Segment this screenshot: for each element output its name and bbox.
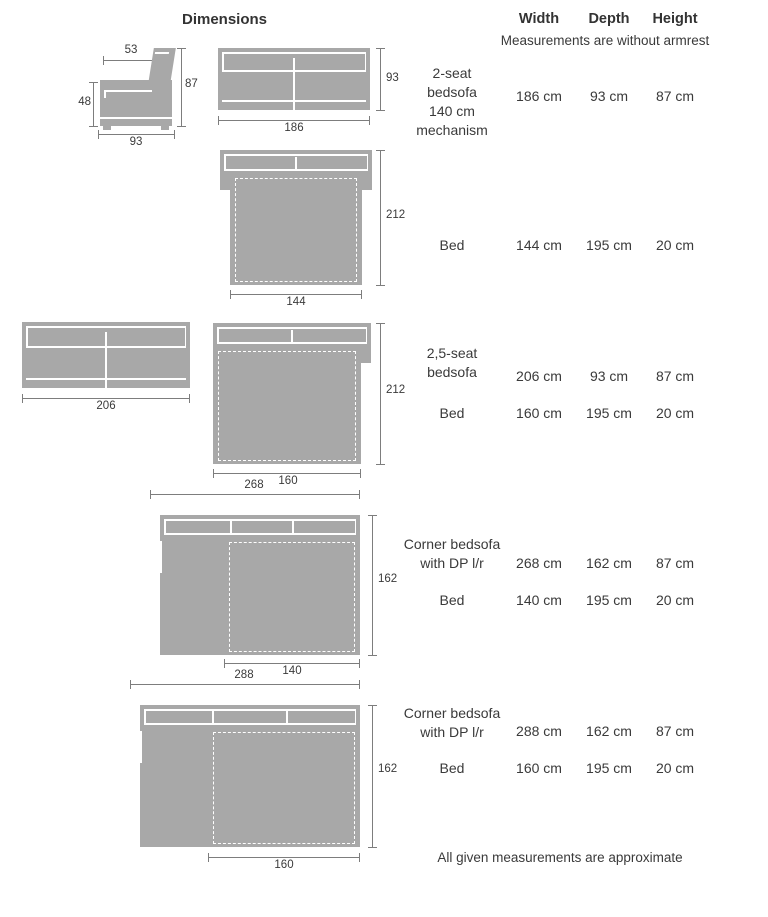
row-label-4	[396, 535, 508, 573]
row-1-depth: 195 cm	[586, 237, 632, 253]
row-2-height: 87 cm	[655, 368, 695, 384]
column-header-width: Width	[518, 11, 560, 27]
row-3-label: Bed	[439, 405, 465, 421]
dim-corner1-depth: 162	[378, 573, 398, 585]
row-3-depth: 195 cm	[586, 405, 632, 421]
row-label-4-line1: Corner bedsofa	[403, 536, 501, 552]
row-label-0	[402, 64, 502, 140]
row-5-width: 140 cm	[516, 592, 562, 608]
row-0-depth: 93 cm	[589, 88, 629, 104]
row-label-6-line2: with DP l/r	[420, 724, 484, 740]
dim-side-top: 53	[124, 44, 138, 56]
dim-corner1-total-width: 268	[244, 479, 264, 491]
dim-sofa2-width: 186	[284, 122, 304, 134]
row-label-6-line1: Corner bedsofa	[403, 705, 501, 721]
row-6-height: 87 cm	[655, 723, 695, 739]
row-label-2	[402, 344, 502, 382]
drawing-25seat-sofa	[22, 318, 212, 418]
dim-corner1-bed-width: 140	[282, 665, 302, 677]
row-label-4-line2: with DP l/r	[420, 555, 484, 571]
dim-corner2-bed-width: 160	[274, 859, 294, 871]
row-4-depth: 162 cm	[586, 555, 632, 571]
row-label-2-line2: bedsofa	[427, 364, 477, 380]
row-7-height: 20 cm	[655, 760, 695, 776]
dim-side-left: 48	[78, 96, 91, 108]
header-note: Measurements are without armrest	[500, 33, 710, 48]
dim-bed2-width: 160	[278, 475, 298, 487]
row-6-depth: 162 cm	[586, 723, 632, 739]
dim-corner2-total-width: 288	[234, 669, 254, 681]
row-label-0-line4: mechanism	[416, 122, 488, 138]
row-0-width: 186 cm	[516, 88, 562, 104]
footer-note: All given measurements are approximate	[437, 850, 683, 865]
column-header-height: Height	[652, 11, 698, 27]
row-1-label: Bed	[439, 237, 465, 253]
dim-corner2-depth: 162	[378, 763, 398, 775]
row-4-height: 87 cm	[655, 555, 695, 571]
dim-sofa25-width: 206	[96, 400, 116, 412]
row-7-label: Bed	[439, 760, 465, 776]
column-header-depth: Depth	[588, 11, 630, 27]
dim-side-right: 87	[185, 78, 198, 90]
drawing-2seat-sofa	[218, 40, 418, 132]
row-label-0-line1: 2-seat	[432, 65, 472, 81]
row-6-width: 288 cm	[516, 723, 562, 739]
row-7-width: 160 cm	[516, 760, 562, 776]
row-5-height: 20 cm	[655, 592, 695, 608]
row-7-depth: 195 cm	[586, 760, 632, 776]
row-3-height: 20 cm	[655, 405, 695, 421]
row-1-width: 144 cm	[516, 237, 562, 253]
row-label-6	[396, 704, 508, 742]
row-5-depth: 195 cm	[586, 592, 632, 608]
row-label-0-line2: bedsofa	[427, 84, 477, 100]
page-title: Dimensions	[182, 11, 268, 28]
row-3-width: 160 cm	[516, 405, 562, 421]
row-5-label: Bed	[439, 592, 465, 608]
dim-side-bottom: 93	[129, 136, 143, 148]
row-label-0-line3: 140 cm	[429, 103, 475, 119]
row-2-width: 206 cm	[516, 368, 562, 384]
drawing-side-view	[78, 40, 205, 148]
dim-bed1-width: 144	[286, 296, 306, 308]
dim-bed2-depth: 212	[386, 384, 406, 396]
row-2-depth: 93 cm	[589, 368, 629, 384]
row-label-2-line1: 2,5-seat	[426, 345, 478, 361]
row-0-height: 87 cm	[655, 88, 695, 104]
row-1-height: 20 cm	[655, 237, 695, 253]
row-4-width: 268 cm	[516, 555, 562, 571]
dim-bed1-depth: 212	[386, 209, 406, 221]
drawing-bed-144	[208, 145, 428, 310]
dim-sofa2-depth: 93	[386, 72, 399, 84]
